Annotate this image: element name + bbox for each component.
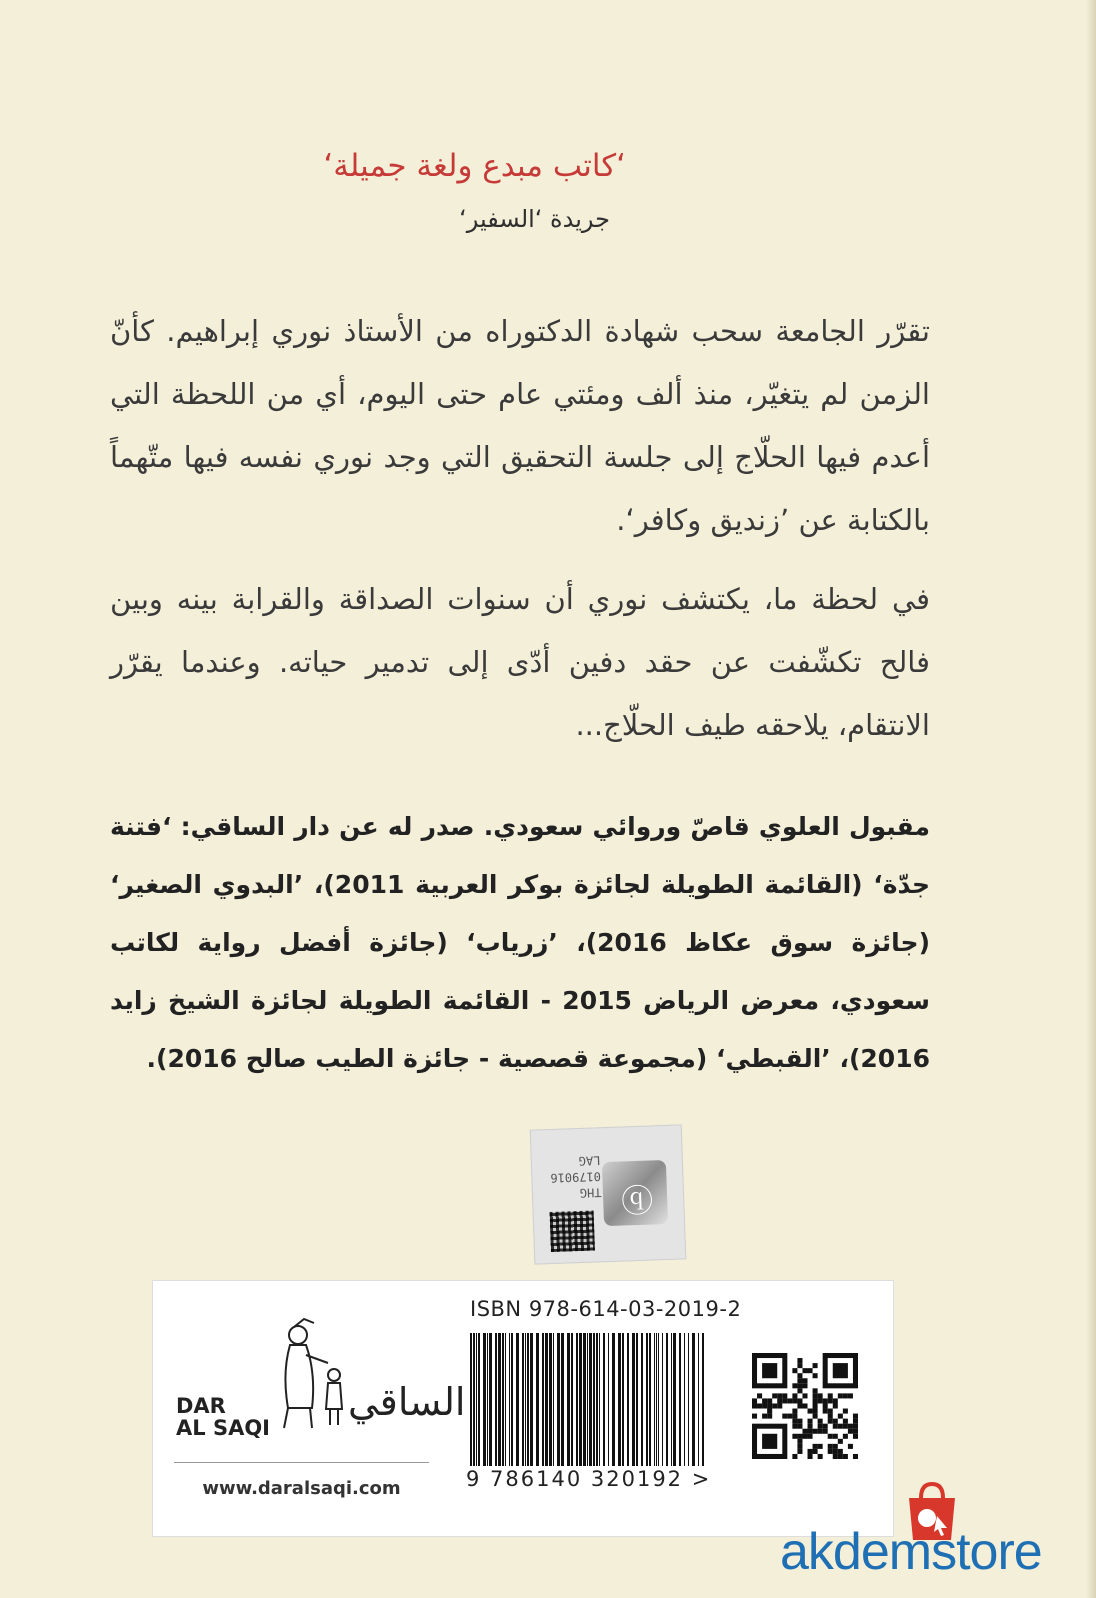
qr-module [813, 1393, 818, 1398]
barcode-bar [498, 1333, 501, 1466]
barcode-bar [495, 1333, 497, 1466]
qr-module [813, 1409, 818, 1414]
qr-module [802, 1368, 807, 1373]
barcode-bar [618, 1333, 621, 1466]
blurb-quote: ‘كاتب مبدع ولغة جميلة‘ [323, 148, 626, 184]
barcode-bar [527, 1333, 529, 1466]
barcode-bar [511, 1333, 513, 1466]
qr-module [802, 1393, 807, 1398]
qr-module [802, 1378, 807, 1383]
qr-module [838, 1393, 843, 1398]
qr-module [797, 1419, 802, 1424]
barcode-digits: 9 786140 320192 > [466, 1467, 712, 1491]
qr-module [797, 1449, 802, 1454]
qr-module [818, 1424, 823, 1429]
barcode-bar [545, 1333, 548, 1466]
qr-module [853, 1424, 858, 1429]
qr-module [828, 1393, 833, 1398]
barcode-bar [589, 1333, 592, 1466]
qr-module [813, 1403, 818, 1408]
qr-module [808, 1368, 813, 1373]
qr-module [757, 1393, 762, 1398]
qr-module [823, 1429, 828, 1434]
qr-module [797, 1383, 802, 1388]
barcode-bar [692, 1333, 695, 1466]
barcode-bar [622, 1333, 624, 1466]
sticker-code [550, 1152, 602, 1202]
barcode-bar [509, 1333, 510, 1466]
qr-module [767, 1414, 772, 1419]
qr-module [813, 1373, 818, 1378]
qr-module [797, 1358, 802, 1363]
qr-module [813, 1429, 818, 1434]
qr-module [767, 1403, 772, 1408]
qr-module [772, 1393, 777, 1398]
qr-module [818, 1393, 823, 1398]
synopsis-paragraph-1: تقرّر الجامعة سحب شهادة الدكتوراه من الأستاذ نوري إبراهيم. كأنّ الزمن لم يتغيّر، منذ ألف ومئتي عام حتى اليوم، أي من اللحظة التي أعدم فيها الحلّاج إلى جلسة التحقيق التي وجد نوري نفسه فيها متّهماً بالكتابة عن ’زنديق وكافر‘. [110, 314, 930, 537]
barcode-bar [487, 1333, 488, 1466]
qr-module [828, 1434, 833, 1439]
barcode-bar [603, 1333, 605, 1466]
qr-module [797, 1444, 802, 1449]
qr-module [843, 1419, 848, 1424]
barcode-bar [662, 1333, 663, 1466]
qr-module [813, 1363, 818, 1368]
barcode-bar [608, 1333, 609, 1466]
barcode-bar [476, 1333, 477, 1466]
barcode-bar [567, 1333, 570, 1466]
qr-module [853, 1419, 858, 1424]
barcode-bar [654, 1333, 655, 1466]
barcode-bar [505, 1333, 506, 1466]
qr-module [767, 1409, 772, 1414]
qr-module [813, 1444, 818, 1449]
barcode-bar [522, 1333, 524, 1466]
qr-module [792, 1383, 797, 1388]
barcode-bar [658, 1333, 659, 1466]
qr-module [777, 1398, 782, 1403]
barcode-bar [553, 1333, 554, 1466]
qr-module [818, 1398, 823, 1403]
barcode-bar [593, 1333, 595, 1466]
qr-module [808, 1454, 813, 1459]
qr-module [818, 1444, 823, 1449]
barcode-bar [596, 1333, 598, 1466]
qr-module [777, 1403, 782, 1408]
barcode-bar [478, 1333, 480, 1466]
sticker-code-line: THG [579, 1185, 602, 1200]
qr-module [838, 1414, 843, 1419]
qr-module [818, 1429, 823, 1434]
qr-module [853, 1454, 858, 1459]
qr-module [797, 1424, 802, 1429]
barcode-bar [530, 1333, 533, 1466]
qr-module [818, 1419, 823, 1424]
qr-module [797, 1388, 802, 1393]
qr-module [813, 1398, 818, 1403]
qr-module [792, 1393, 797, 1398]
qr-module [813, 1414, 818, 1419]
qr-module [792, 1434, 797, 1439]
qr-module [762, 1434, 777, 1449]
qr-code [752, 1353, 858, 1459]
qr-module [828, 1449, 833, 1454]
qr-module [843, 1409, 848, 1414]
barcode-bar [636, 1333, 638, 1466]
qr-module [797, 1403, 802, 1408]
qr-module [838, 1439, 843, 1444]
qr-module [797, 1363, 802, 1368]
qr-module [762, 1363, 777, 1378]
qr-module [818, 1454, 823, 1459]
divider [174, 1462, 429, 1463]
qr-module [802, 1434, 807, 1439]
qr-module [792, 1424, 797, 1429]
qr-module [828, 1419, 833, 1424]
barcode-bar [632, 1333, 635, 1466]
barcode-bar [666, 1333, 668, 1466]
qr-module [848, 1424, 853, 1429]
qr-module [802, 1429, 807, 1434]
barcode-bar [684, 1333, 685, 1466]
page-edge-shadow [1086, 0, 1096, 1598]
barcode-bar [561, 1333, 564, 1466]
qr-module [848, 1429, 853, 1434]
barcode-bar [627, 1333, 629, 1466]
barcode-bar [612, 1333, 615, 1466]
barcode-bar [473, 1333, 475, 1466]
qr-module [843, 1454, 848, 1459]
barcode-bar [549, 1333, 552, 1466]
qr-module [792, 1419, 797, 1424]
qr-module [792, 1414, 797, 1419]
qr-module [833, 1398, 838, 1403]
barcode-bar [583, 1333, 586, 1466]
barcode-bar [536, 1333, 539, 1466]
synopsis-paragraph-2: في لحظة ما، يكتشف نوري أن سنوات الصداقة والقرابة بينه وبين فالح تكشّفت عن حقد دفين أدّى إلى تدمير حياته. وعندما يقرّر الانتقام، يلاحقه طيف الحلّاج... [110, 582, 930, 742]
publisher-website: www.daralsaqi.com [202, 1478, 401, 1499]
qr-module [792, 1409, 797, 1414]
qr-module [848, 1444, 853, 1449]
qr-module [777, 1393, 782, 1398]
watermark-brand: akdemstore [780, 1523, 1042, 1581]
barcode-bar [698, 1333, 699, 1466]
sticker-code-line: 0179016 [550, 1169, 602, 1185]
qr-module [833, 1434, 838, 1439]
barcode-bar [679, 1333, 681, 1466]
barcode-bar [576, 1333, 578, 1466]
qr-module [853, 1414, 858, 1419]
qr-module [833, 1419, 838, 1424]
barcode-bar [646, 1333, 648, 1466]
qr-module [823, 1398, 828, 1403]
qr-module [853, 1429, 858, 1434]
qr-module [808, 1419, 813, 1424]
isbn-label: ISBN 978-614-03-2019-2 [470, 1297, 742, 1321]
qr-module [787, 1414, 792, 1419]
qr-module [782, 1393, 787, 1398]
qr-module [752, 1403, 757, 1408]
qr-module [823, 1409, 828, 1414]
qr-module [828, 1414, 833, 1419]
qr-module [848, 1393, 853, 1398]
qr-module [853, 1434, 858, 1439]
barcode-bar [516, 1333, 519, 1466]
barcode-bar [599, 1333, 600, 1466]
qr-module [772, 1403, 777, 1408]
qr-module [797, 1434, 802, 1439]
hologram-logo-icon: ⓠ [620, 1181, 654, 1221]
qr-module [797, 1378, 802, 1383]
blurb-quote-source: جريدة ‘السفير‘ [459, 205, 610, 233]
qr-module [833, 1454, 838, 1459]
barcode-bar [649, 1333, 651, 1466]
qr-module [838, 1454, 843, 1459]
barcode-bar [656, 1333, 657, 1466]
barcode-bar [489, 1333, 492, 1466]
barcode-bar [470, 1333, 472, 1466]
qr-module [782, 1414, 787, 1419]
qr-module [833, 1424, 838, 1429]
qr-module [808, 1434, 813, 1439]
qr-module [828, 1444, 833, 1449]
qr-module [843, 1393, 848, 1398]
barcode-bar [483, 1333, 486, 1466]
qr-module [752, 1398, 757, 1403]
qr-module [802, 1383, 807, 1388]
qr-module [808, 1424, 813, 1429]
qr-module [808, 1409, 813, 1414]
qr-module [833, 1403, 838, 1408]
qr-module [802, 1403, 807, 1408]
qr-module [833, 1449, 838, 1454]
qr-module [792, 1368, 797, 1373]
qr-module [762, 1398, 767, 1403]
qr-module [762, 1414, 767, 1419]
qr-module [833, 1363, 848, 1378]
qr-module [787, 1398, 792, 1403]
qr-module [843, 1434, 848, 1439]
qr-module [797, 1439, 802, 1444]
isbn-barcode [470, 1333, 705, 1466]
barcode-bar [502, 1333, 504, 1466]
qr-module [792, 1454, 797, 1459]
barcode-bar [671, 1333, 672, 1466]
authenticity-sticker [530, 1124, 687, 1264]
qr-module [828, 1398, 833, 1403]
qr-module [752, 1414, 757, 1419]
qr-module [843, 1424, 848, 1429]
barcode-bar [579, 1333, 582, 1466]
publisher-name-ar: الساقي [348, 1380, 466, 1424]
qr-module [797, 1398, 802, 1403]
qr-module [833, 1444, 838, 1449]
barcode-bar [557, 1333, 560, 1466]
qr-module [792, 1398, 797, 1403]
barcode-bar [525, 1333, 526, 1466]
author-bio: مقبول العلوي قاصّ وروائي سعودي. صدر له عن دار الساقي: ‘فتنة جدّة‘ (القائمة الطويلة لجائزة بوكر العربية 2011)، ’البدوي الصغير‘ (جائزة سوق عكاظ 2016)، ’زرياب‘ (جائزة أفضل رواية لكاتب سعودي، معرض الرياض 2015 - القائمة الطويلة لجائزة الشيخ زايد 2016)، ’القبطي‘ (مجموعة قصصية - جائزة الطيب صالح 2016). [110, 812, 931, 1073]
publisher-name-en-line1: DAR [176, 1394, 226, 1418]
qr-module [838, 1424, 843, 1429]
barcode-bar [587, 1333, 588, 1466]
qr-module [808, 1449, 813, 1454]
qr-module [823, 1424, 828, 1429]
publisher-name-en-line2: AL SAQI [176, 1416, 270, 1440]
barcode-bar [542, 1333, 544, 1466]
barcode-bar [641, 1333, 643, 1466]
qr-module [808, 1429, 813, 1434]
qr-module [782, 1398, 787, 1403]
qr-module [757, 1403, 762, 1408]
qr-module [767, 1398, 772, 1403]
barcode-bar [571, 1333, 573, 1466]
publisher-name-en [176, 1395, 270, 1439]
qr-module [797, 1373, 802, 1378]
sticker-code-line: LAG [578, 1153, 601, 1168]
qr-module [828, 1409, 833, 1414]
qr-module [813, 1449, 818, 1454]
barcode-bar [688, 1333, 689, 1466]
qr-module [838, 1449, 843, 1454]
qr-module [813, 1388, 818, 1393]
barcode-bar [673, 1333, 676, 1466]
sticker-qr-icon [550, 1211, 595, 1253]
qr-module [762, 1403, 767, 1408]
barcode-bar [702, 1333, 704, 1466]
qr-module [823, 1403, 828, 1408]
